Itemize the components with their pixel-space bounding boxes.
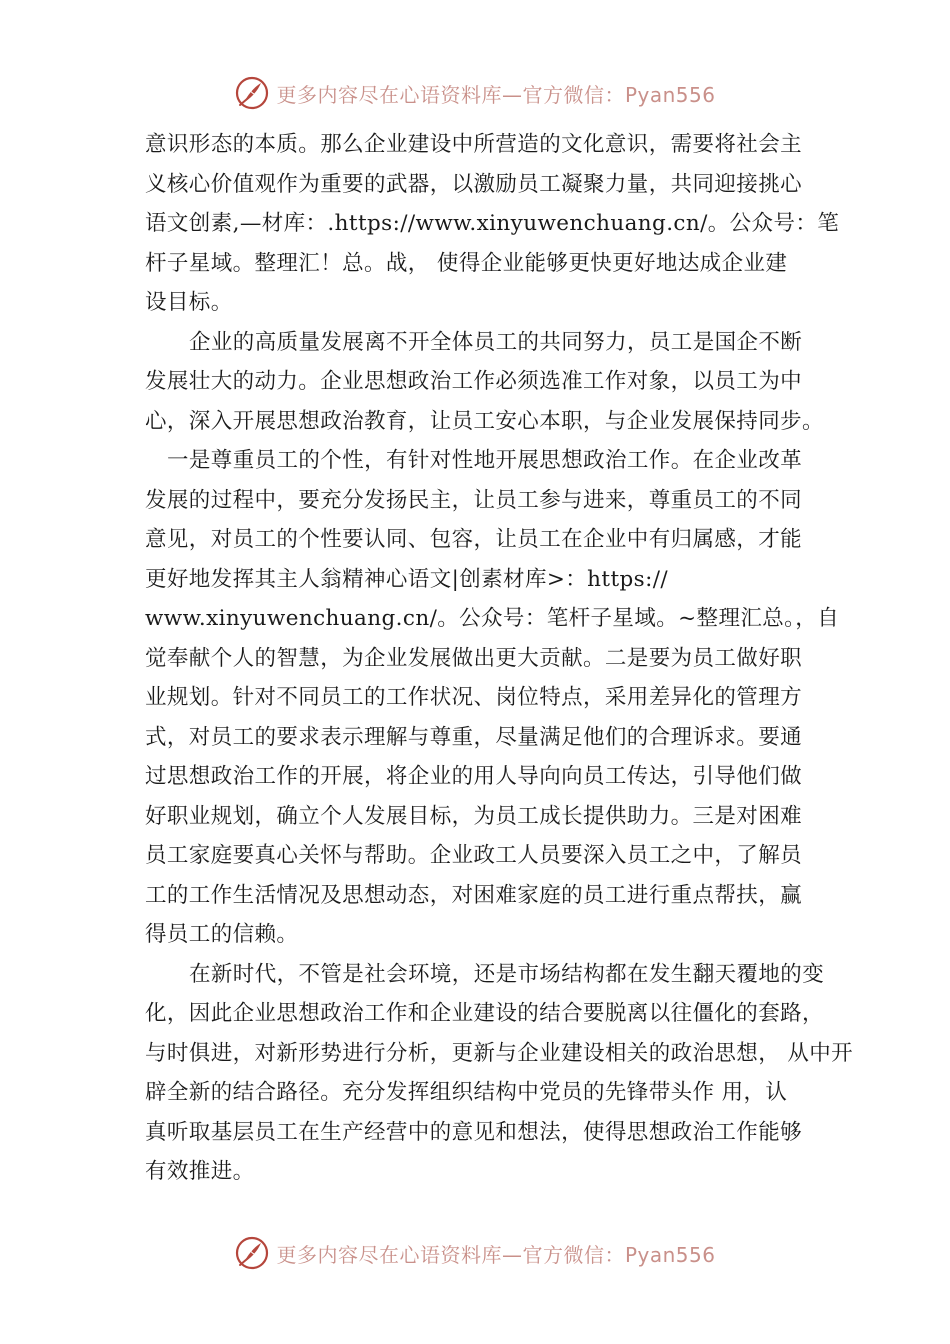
text-line: 意识形态的本质。那么企业建设中所营造的文化意识，需要将社会主 <box>145 132 803 157</box>
banner-dash: — <box>501 1242 523 1267</box>
banner-wechat-text: 官方微信：Pyan556 <box>522 1242 716 1267</box>
document-body <box>145 125 854 1192</box>
text-line: 意见，对员工的个性要认同、包容，让员工在企业中有归属感，才能 <box>145 527 803 552</box>
text-line: 与时俱进，对新形势进行分析，更新与企业建设相关的政治思想， 从中开 <box>145 1040 854 1066</box>
text-line: 杆子星域。整理汇！总。战， 使得企业能够更快更好地达成企业建 <box>145 250 788 276</box>
banner-main-text: 更多内容尽在心语资料库 <box>276 1242 502 1267</box>
text-line: 式，对员工的要求表示理解与尊重，尽量满足他们的合理诉求。要通 <box>145 724 803 750</box>
paragraph-start-line: 企业的高质量发展离不开全体员工的共同努力，员工是国企不断 <box>189 329 803 355</box>
text-line: 发展的过程中，要充分发扬民主，让员工参与进来，尊重员工的不同 <box>145 487 803 513</box>
text-line: 义核心价值观作为重要的武器，以激励员工凝聚力量，共同迎接挑心 <box>145 171 803 197</box>
banner-text <box>276 1239 715 1268</box>
text-line: 设目标。 <box>145 290 233 315</box>
text-line: 发展壮大的动力。企业思想政治工作必须选准工作对象，以员工为中 <box>145 369 803 394</box>
text-line: 心，深入开展思想政治教育，让员工安心本职，与企业发展保持同步。 <box>145 408 824 434</box>
text-line: 工的工作生活情况及思想动态，对困难家庭的员工进行重点帮扶，赢 <box>145 882 803 908</box>
text-line: 员工家庭要真心关怀与帮助。企业政工人员要深入员工之中，了解员 <box>145 843 803 868</box>
text-line: 真听取基层员工在生产经营中的意见和想法，使得思想政治工作能够 <box>145 1119 803 1145</box>
text-line: www.xinyuwenchuang.cn/。公众号：笔杆子星域。~整理汇总。，自 <box>145 606 840 631</box>
banner-main-text: 更多内容尽在心语资料库 <box>276 82 502 107</box>
text-line: 业规划。针对不同员工的工作状况、岗位特点，采用差异化的管理方 <box>145 685 803 710</box>
text-line: 觉奉献个人的智慧，为企业发展做出更大贡献。二是要为员工做好职 <box>145 645 803 671</box>
text-line: 辟全新的结合路径。充分发挥组织结构中党员的先锋带头作 用，认 <box>145 1080 788 1105</box>
header-banner <box>0 73 950 113</box>
banner-wechat-text: 官方微信：Pyan556 <box>522 82 716 107</box>
paragraph-start-line: 在新时代，不管是社会环境，还是市场结构都在发生翻天覆地的变 <box>189 961 825 987</box>
text-line: 语文创素,—材库：.https://www.xinyuwenchuang.cn/。公众号：笔 <box>145 211 840 236</box>
banner-dash: — <box>501 82 523 107</box>
text-line: 好职业规划，确立个人发展目标，为员工成长提供助力。三是对困难 <box>145 803 803 829</box>
paragraph-start-line: 一是尊重员工的个性，有针对性地开展思想政治工作。在企业改革 <box>167 448 803 473</box>
text-line: 更好地发挥其主人翁精神心语文|创素材库>：https:// <box>145 566 669 592</box>
text-line: 化，因此企业思想政治工作和企业建设的结合要脱离以往僵化的套路， <box>145 1001 824 1026</box>
text-line: 过思想政治工作的开展，将企业的用人导向向员工传达，引导他们做 <box>145 764 803 789</box>
footer-banner <box>0 1233 950 1273</box>
text-line: 得员工的信赖。 <box>145 922 299 947</box>
quill-logo-icon <box>234 75 270 111</box>
banner-text <box>276 79 715 108</box>
text-line: 有效推进。 <box>145 1159 255 1184</box>
quill-logo-icon <box>234 1235 270 1271</box>
